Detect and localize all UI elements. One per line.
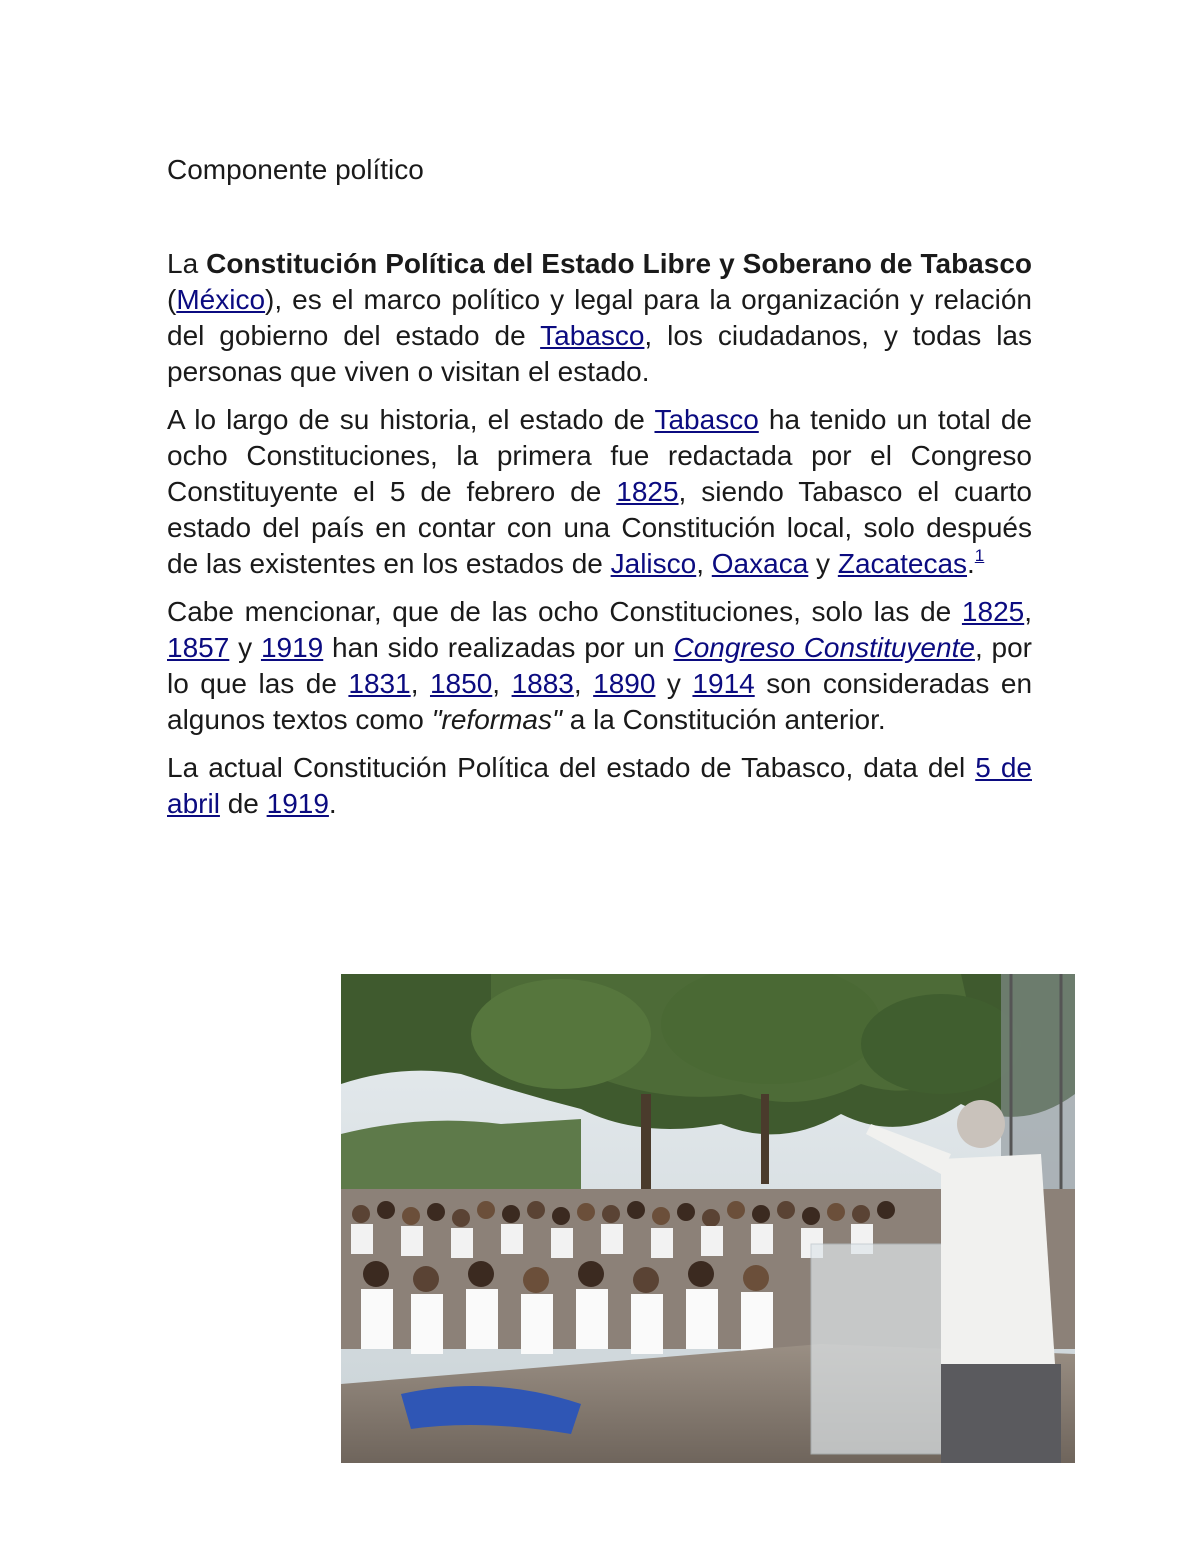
link-1883[interactable]: 1883 [511, 668, 574, 699]
text: La [167, 248, 207, 279]
paragraph-historia [167, 402, 1032, 582]
link-zacatecas[interactable]: Zacatecas [837, 548, 968, 579]
paragraph-constitucion [167, 246, 1032, 390]
text: de [219, 788, 267, 819]
text: y [229, 632, 261, 663]
text: , [1024, 596, 1032, 627]
link-1825[interactable]: 1825 [961, 596, 1025, 627]
text: Cabe mencionar, que de las ocho Constituciones, solo las de [167, 596, 962, 627]
link-1831[interactable]: 1831 [348, 668, 411, 699]
text: ), es el marco político y legal para la organización y relación del gobierno del estado de [167, 284, 1032, 351]
text: ha tenido un total de ocho Constituciones, la primera fue redactada por el Congreso Constituyente el 5 de febrero de [167, 404, 1032, 507]
text: A lo largo de su historia, el estado de [167, 404, 655, 435]
rally-photo [341, 974, 1075, 1463]
document-body [167, 246, 1032, 834]
link-1919[interactable]: 1919 [266, 788, 329, 819]
link-1850[interactable]: 1850 [429, 668, 493, 699]
link-1914[interactable]: 1914 [692, 668, 755, 699]
paragraph-constituciones [167, 594, 1032, 738]
text: , [410, 668, 430, 699]
link-1919[interactable]: 1919 [260, 632, 324, 663]
link-1890[interactable]: 1890 [593, 668, 656, 699]
link-fecha[interactable]: 5 de abril [167, 752, 1032, 819]
text: , siendo Tabasco el cuarto estado del país en contar con una Constitución local, solo después de las existentes en los estados de [167, 476, 1032, 579]
text: . [328, 788, 337, 819]
text: , los ciudadanos, y todas las personas que viven o visitan el estado. [167, 320, 1032, 387]
text: , [492, 668, 512, 699]
text: a la Constitución anterior. [561, 704, 886, 735]
text: La actual Constitución Política del estado de Tabasco, data del [167, 752, 976, 783]
page-title: Componente político [167, 154, 424, 185]
text: son consideradas en algunos textos como [167, 668, 1033, 735]
link-oaxaca[interactable]: Oaxaca [711, 548, 809, 579]
link-tabasco[interactable]: Tabasco [654, 404, 759, 435]
text: ( [167, 284, 177, 315]
footnote-ref[interactable]: 1 [974, 546, 985, 565]
text: . [967, 548, 975, 579]
link-1857[interactable]: 1857 [167, 632, 230, 663]
link-jalisco[interactable]: Jalisco [610, 548, 697, 579]
link-mexico[interactable]: México [176, 284, 266, 315]
italic-term: "reformas" [431, 704, 562, 735]
rally-photo-illustration [341, 974, 1075, 1463]
link-1825[interactable]: 1825 [616, 476, 679, 507]
paragraph-actual [167, 750, 1032, 822]
text: , por lo que las de [167, 632, 1033, 699]
link-tabasco[interactable]: Tabasco [540, 320, 645, 351]
text: y [808, 548, 838, 579]
text: han sido realizadas por un [323, 632, 674, 663]
text: , [573, 668, 594, 699]
text: y [655, 668, 693, 699]
link-congreso-constituyente[interactable]: Congreso Constituyente [673, 632, 975, 663]
text: , [696, 548, 712, 579]
bold-term: Constitución Política del Estado Libre y Soberano de Tabasco [206, 248, 1032, 279]
